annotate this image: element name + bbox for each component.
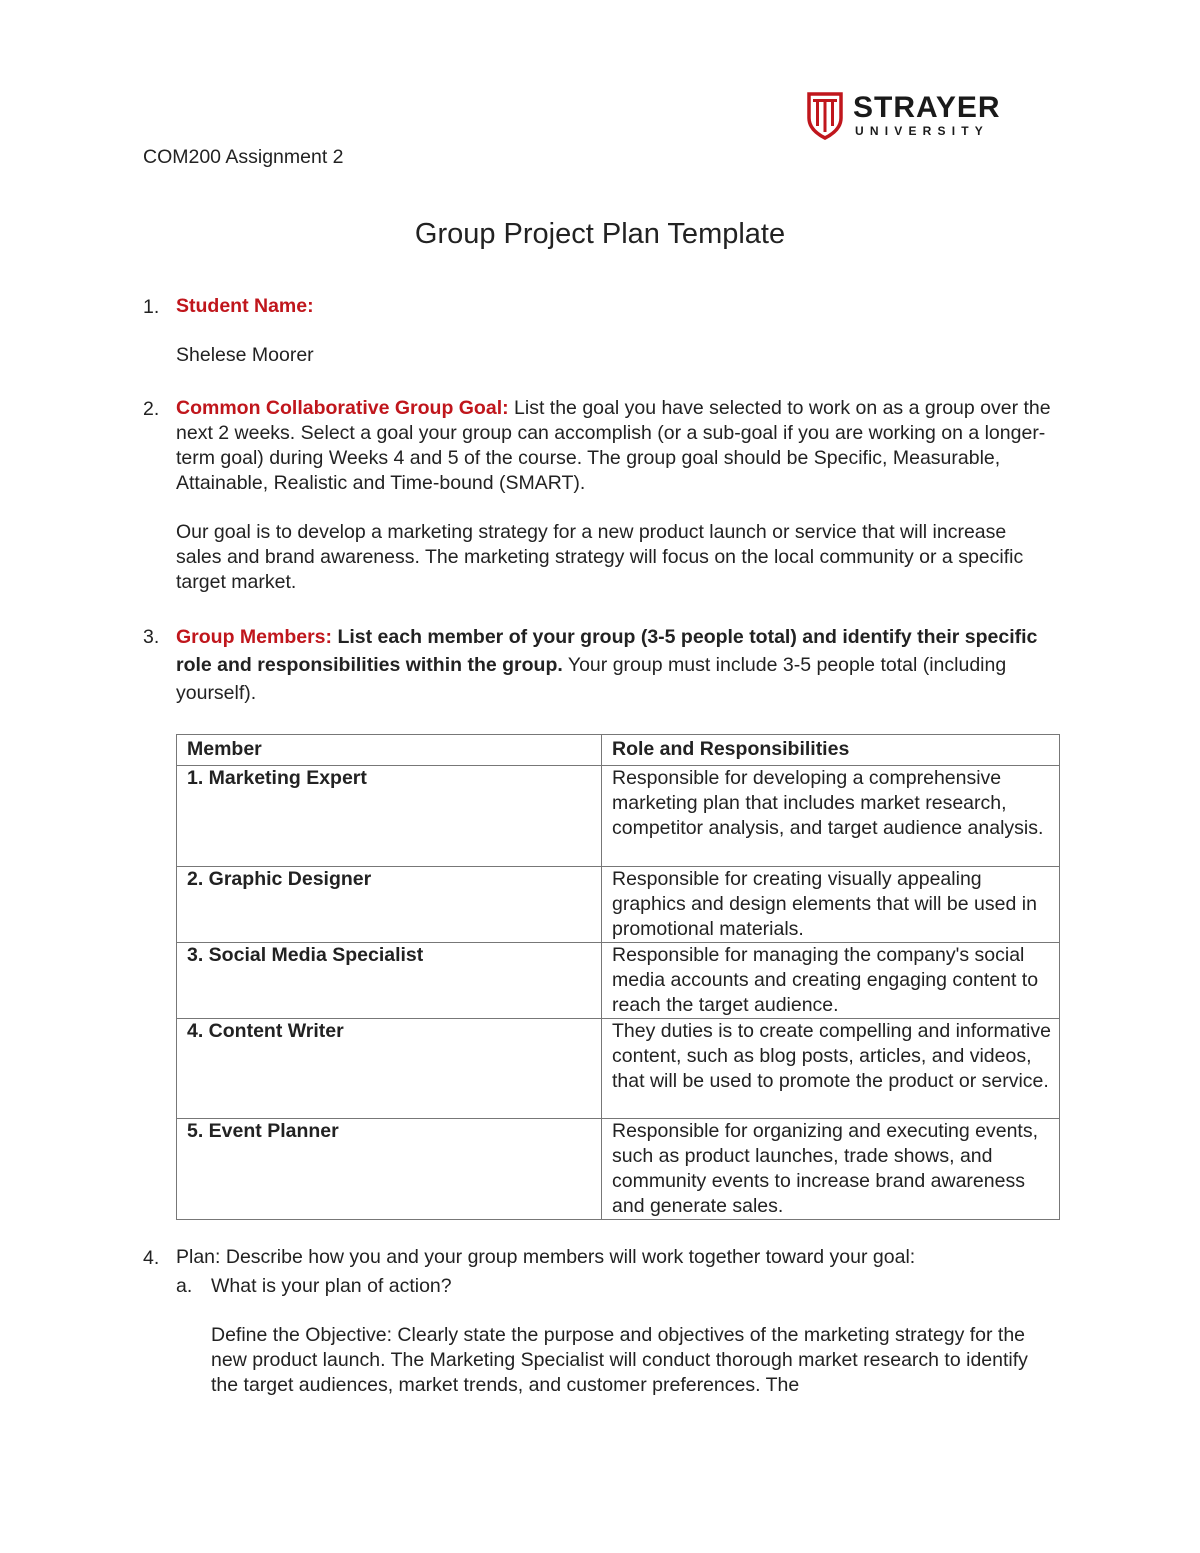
members-instruction-bold: List each member of your group (3-5 people total) and identify their specific role and responsibilities within the group. — [176, 626, 1038, 676]
table-row — [177, 1019, 1060, 1119]
header-role: Role and Responsibilities — [602, 735, 1060, 766]
header-member: Member — [177, 735, 602, 766]
student-name-value: Shelese Moorer — [176, 344, 314, 366]
members-label: Group Members: — [176, 626, 333, 648]
role-cell: Responsible for developing a comprehensive marketing plan that includes market research, competitor analysis, and target audience analysis. — [602, 766, 1060, 867]
member-cell: 1. Marketing Expert — [177, 766, 602, 867]
section-number: 2. — [143, 398, 160, 420]
member-cell: 4. Content Writer — [177, 1019, 602, 1119]
student-name-label: Student Name: — [176, 295, 314, 317]
section-number: 4. — [143, 1247, 160, 1269]
goal-answer: Our goal is to develop a marketing strategy for a new product launch or service that will increase sales and brand awareness. The marketing strategy will focus on the local community or a specific target market. — [176, 521, 1024, 593]
goal-instruction-block — [176, 396, 1056, 496]
course-label: COM200 Assignment 2 — [143, 146, 344, 168]
plan-answer: Define the Objective: Clearly state the purpose and objectives of the marketing strategy for the new product launch. The Marketing Specialist will conduct thorough market research to identify the target audiences, market trends, and customer preferences. The — [211, 1324, 1028, 1396]
goal-instruction: List the goal you have selected to work on as a group over the next 2 weeks. Select a goal your group can accomplish (or a sub-goal if you are working on a longer-term goal) during Weeks 4 and 5 of the course. The group goal should be Specific, Measurable, Attainable, Realistic and Time-bound (SMART). — [176, 397, 1051, 494]
members-instruction: Your group must include 3-5 people total (including yourself). — [176, 654, 1007, 704]
members-instruction-block — [176, 623, 1056, 707]
plan-question: What is your plan of action? — [211, 1275, 452, 1297]
table-row — [177, 867, 1060, 943]
member-cell: 5. Event Planner — [177, 1119, 602, 1220]
table-row — [177, 766, 1060, 867]
member-cell: 2. Graphic Designer — [177, 867, 602, 943]
table-row — [177, 1119, 1060, 1220]
logo-wordmark: STRAYER — [853, 91, 1001, 124]
shield-icon — [805, 90, 845, 140]
plan-instruction: Plan: Describe how you and your group members will work together toward your goal: — [176, 1246, 916, 1268]
logo-subtitle: UNIVERSITY — [855, 124, 990, 138]
goal-label: Common Collaborative Group Goal: — [176, 397, 509, 419]
members-table — [176, 734, 1060, 1220]
table-row — [177, 943, 1060, 1019]
member-cell: 3. Social Media Specialist — [177, 943, 602, 1019]
page-title: Group Project Plan Template — [414, 218, 786, 250]
table-header-row — [177, 735, 1060, 766]
role-cell: Responsible for creating visually appealing graphics and design elements that will be used in promotional materials. — [602, 867, 1060, 943]
role-cell: Responsible for organizing and executing events, such as product launches, trade shows, and community events to increase brand awareness and generate sales. — [602, 1119, 1060, 1220]
section-number: 3. — [143, 626, 160, 648]
strayer-logo — [805, 90, 1015, 142]
role-cell: They duties is to create compelling and informative content, such as blog posts, articles, and videos, that will be used to promote the product or service. — [602, 1019, 1060, 1119]
sub-letter: a. — [176, 1275, 193, 1297]
role-cell: Responsible for managing the company's social media accounts and creating engaging content to reach the target audience. — [602, 943, 1060, 1019]
section-number: 1. — [143, 296, 160, 318]
